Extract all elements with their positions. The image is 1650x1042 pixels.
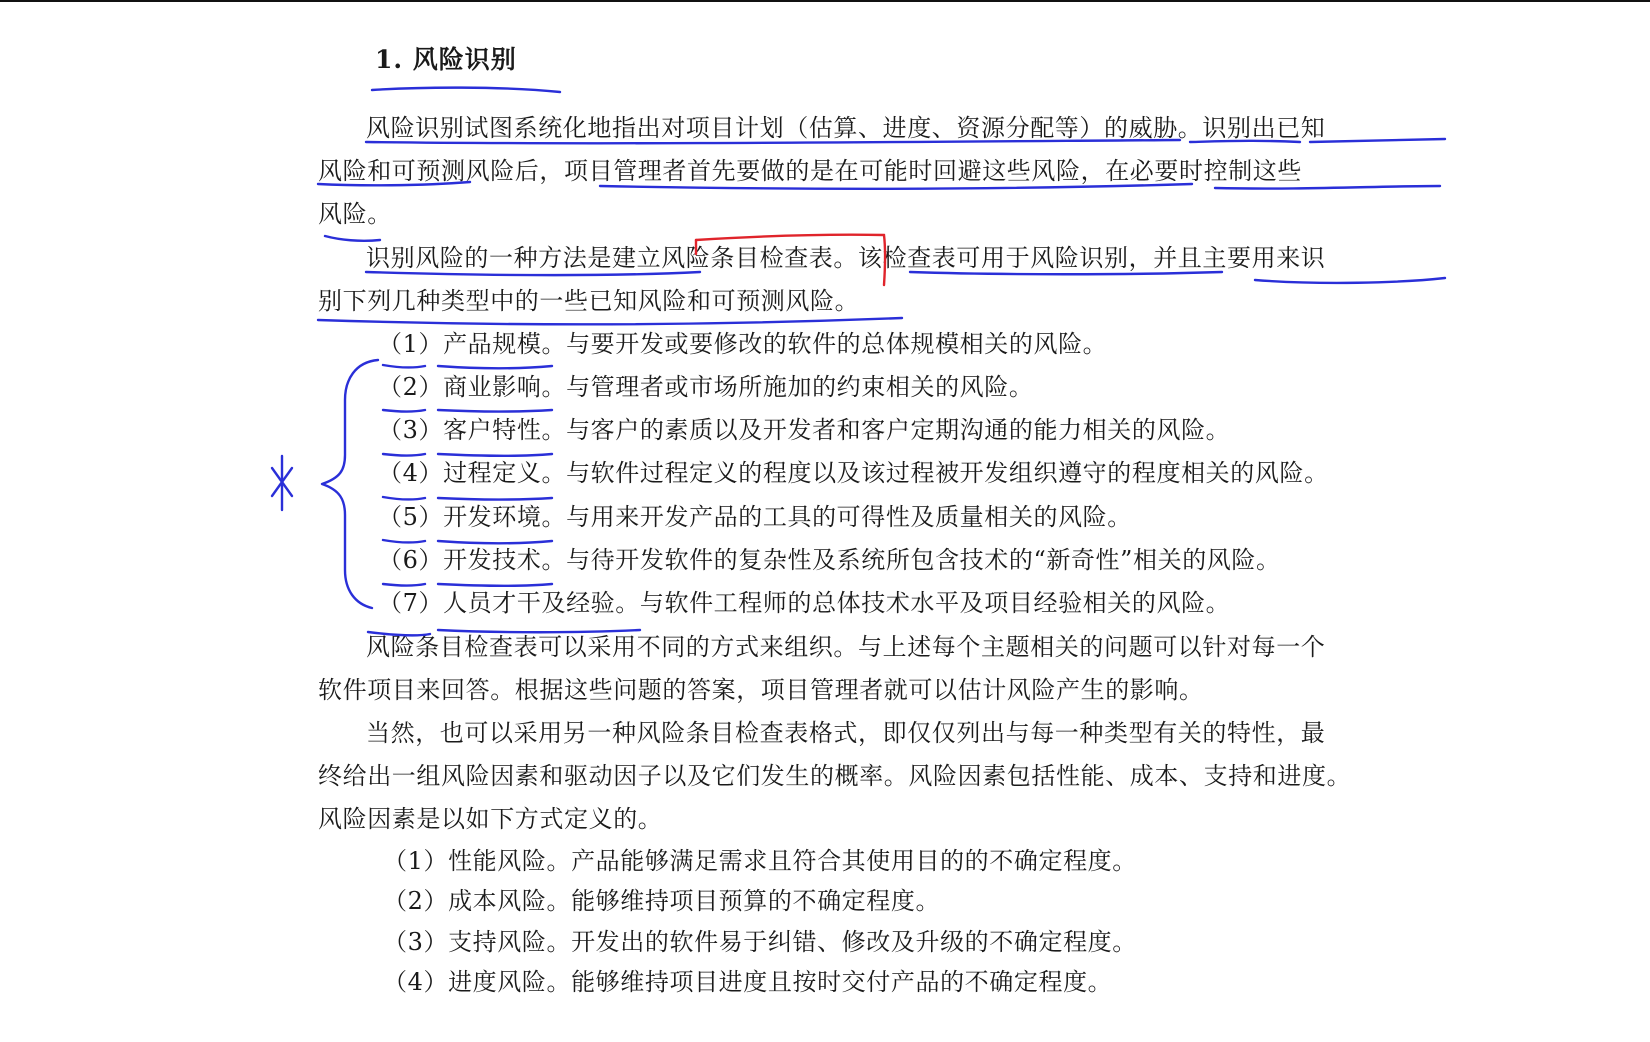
underline xyxy=(1215,186,1440,189)
risk-type-item: （5）开发环境。与用来开发产品的工具的可得性及质量相关的风险。 xyxy=(378,503,1132,531)
risk-factor-item: （1）性能风险。产品能够满足需求且符合其使用目的的不确定程度。 xyxy=(383,847,1137,875)
curly-brace xyxy=(322,360,378,608)
paragraph-2-line-1: 识别风险的一种方法是建立风险条目检查表。该检查表可用于风险识别，并且主要用来识 xyxy=(366,244,1326,272)
paragraph-1-line-1: 风险识别试图系统化地指出对项目计划（估算、进度、资源分配等）的威胁。识别出已知 xyxy=(366,114,1326,142)
paragraph-2-line-2: 别下列几种类型中的一些已知风险和可预测风险。 xyxy=(318,287,860,315)
paragraph-4-line-1: 当然，也可以采用另一种风险条目检查表格式，即仅仅列出与每一种类型有关的特性，最 xyxy=(366,719,1326,747)
paragraph-1-line-2: 风险和可预测风险后，项目管理者首先要做的是在可能时回避这些风险，在必要时控制这些 xyxy=(318,157,1302,185)
risk-factor-item: （4）进度风险。能够维持项目进度且按时交付产品的不确定程度。 xyxy=(383,968,1113,996)
risk-type-item: （6）开发技术。与待开发软件的复杂性及系统所包含技术的“新奇性”相关的风险。 xyxy=(378,546,1281,574)
risk-type-item: （1）产品规模。与要开发或要修改的软件的总体规模相关的风险。 xyxy=(378,330,1108,358)
paragraph-3-line-1: 风险条目检查表可以采用不同的方式来组织。与上述每个主题相关的问题可以针对每一个 xyxy=(366,633,1326,661)
risk-type-item: （3）客户特性。与客户的素质以及开发者和客户定期沟通的能力相关的风险。 xyxy=(378,416,1231,444)
underline xyxy=(1255,278,1445,283)
risk-type-item: （7）人员才干及经验。与软件工程师的总体技术水平及项目经验相关的风险。 xyxy=(378,589,1231,617)
underline xyxy=(1310,139,1445,142)
risk-type-item: （4）过程定义。与软件过程定义的程度以及该过程被开发组织遵守的程度相关的风险。 xyxy=(378,459,1329,487)
risk-factor-item: （3）支持风险。开发出的软件易于纠错、修改及升级的不确定程度。 xyxy=(383,928,1137,956)
paragraph-3-line-2: 软件项目来回答。根据这些问题的答案，项目管理者就可以估计风险产生的影响。 xyxy=(318,676,1204,704)
risk-type-item: （2）商业影响。与管理者或市场所施加的约束相关的风险。 xyxy=(378,373,1034,401)
paragraph-1-line-3: 风险。 xyxy=(318,200,392,228)
paragraph-4-line-2: 终给出一组风险因素和驱动因子以及它们发生的概率。风险因素包括性能、成本、支持和进度。 xyxy=(318,762,1352,790)
star-mark xyxy=(272,456,292,510)
section-heading: 1. 风险识别 xyxy=(375,45,517,74)
paragraph-4-line-3: 风险因素是以如下方式定义的。 xyxy=(318,805,663,833)
top-border xyxy=(0,0,1650,2)
risk-factor-item: （2）成本风险。能够维持项目预算的不确定程度。 xyxy=(383,887,941,915)
heading-underline xyxy=(372,88,560,92)
